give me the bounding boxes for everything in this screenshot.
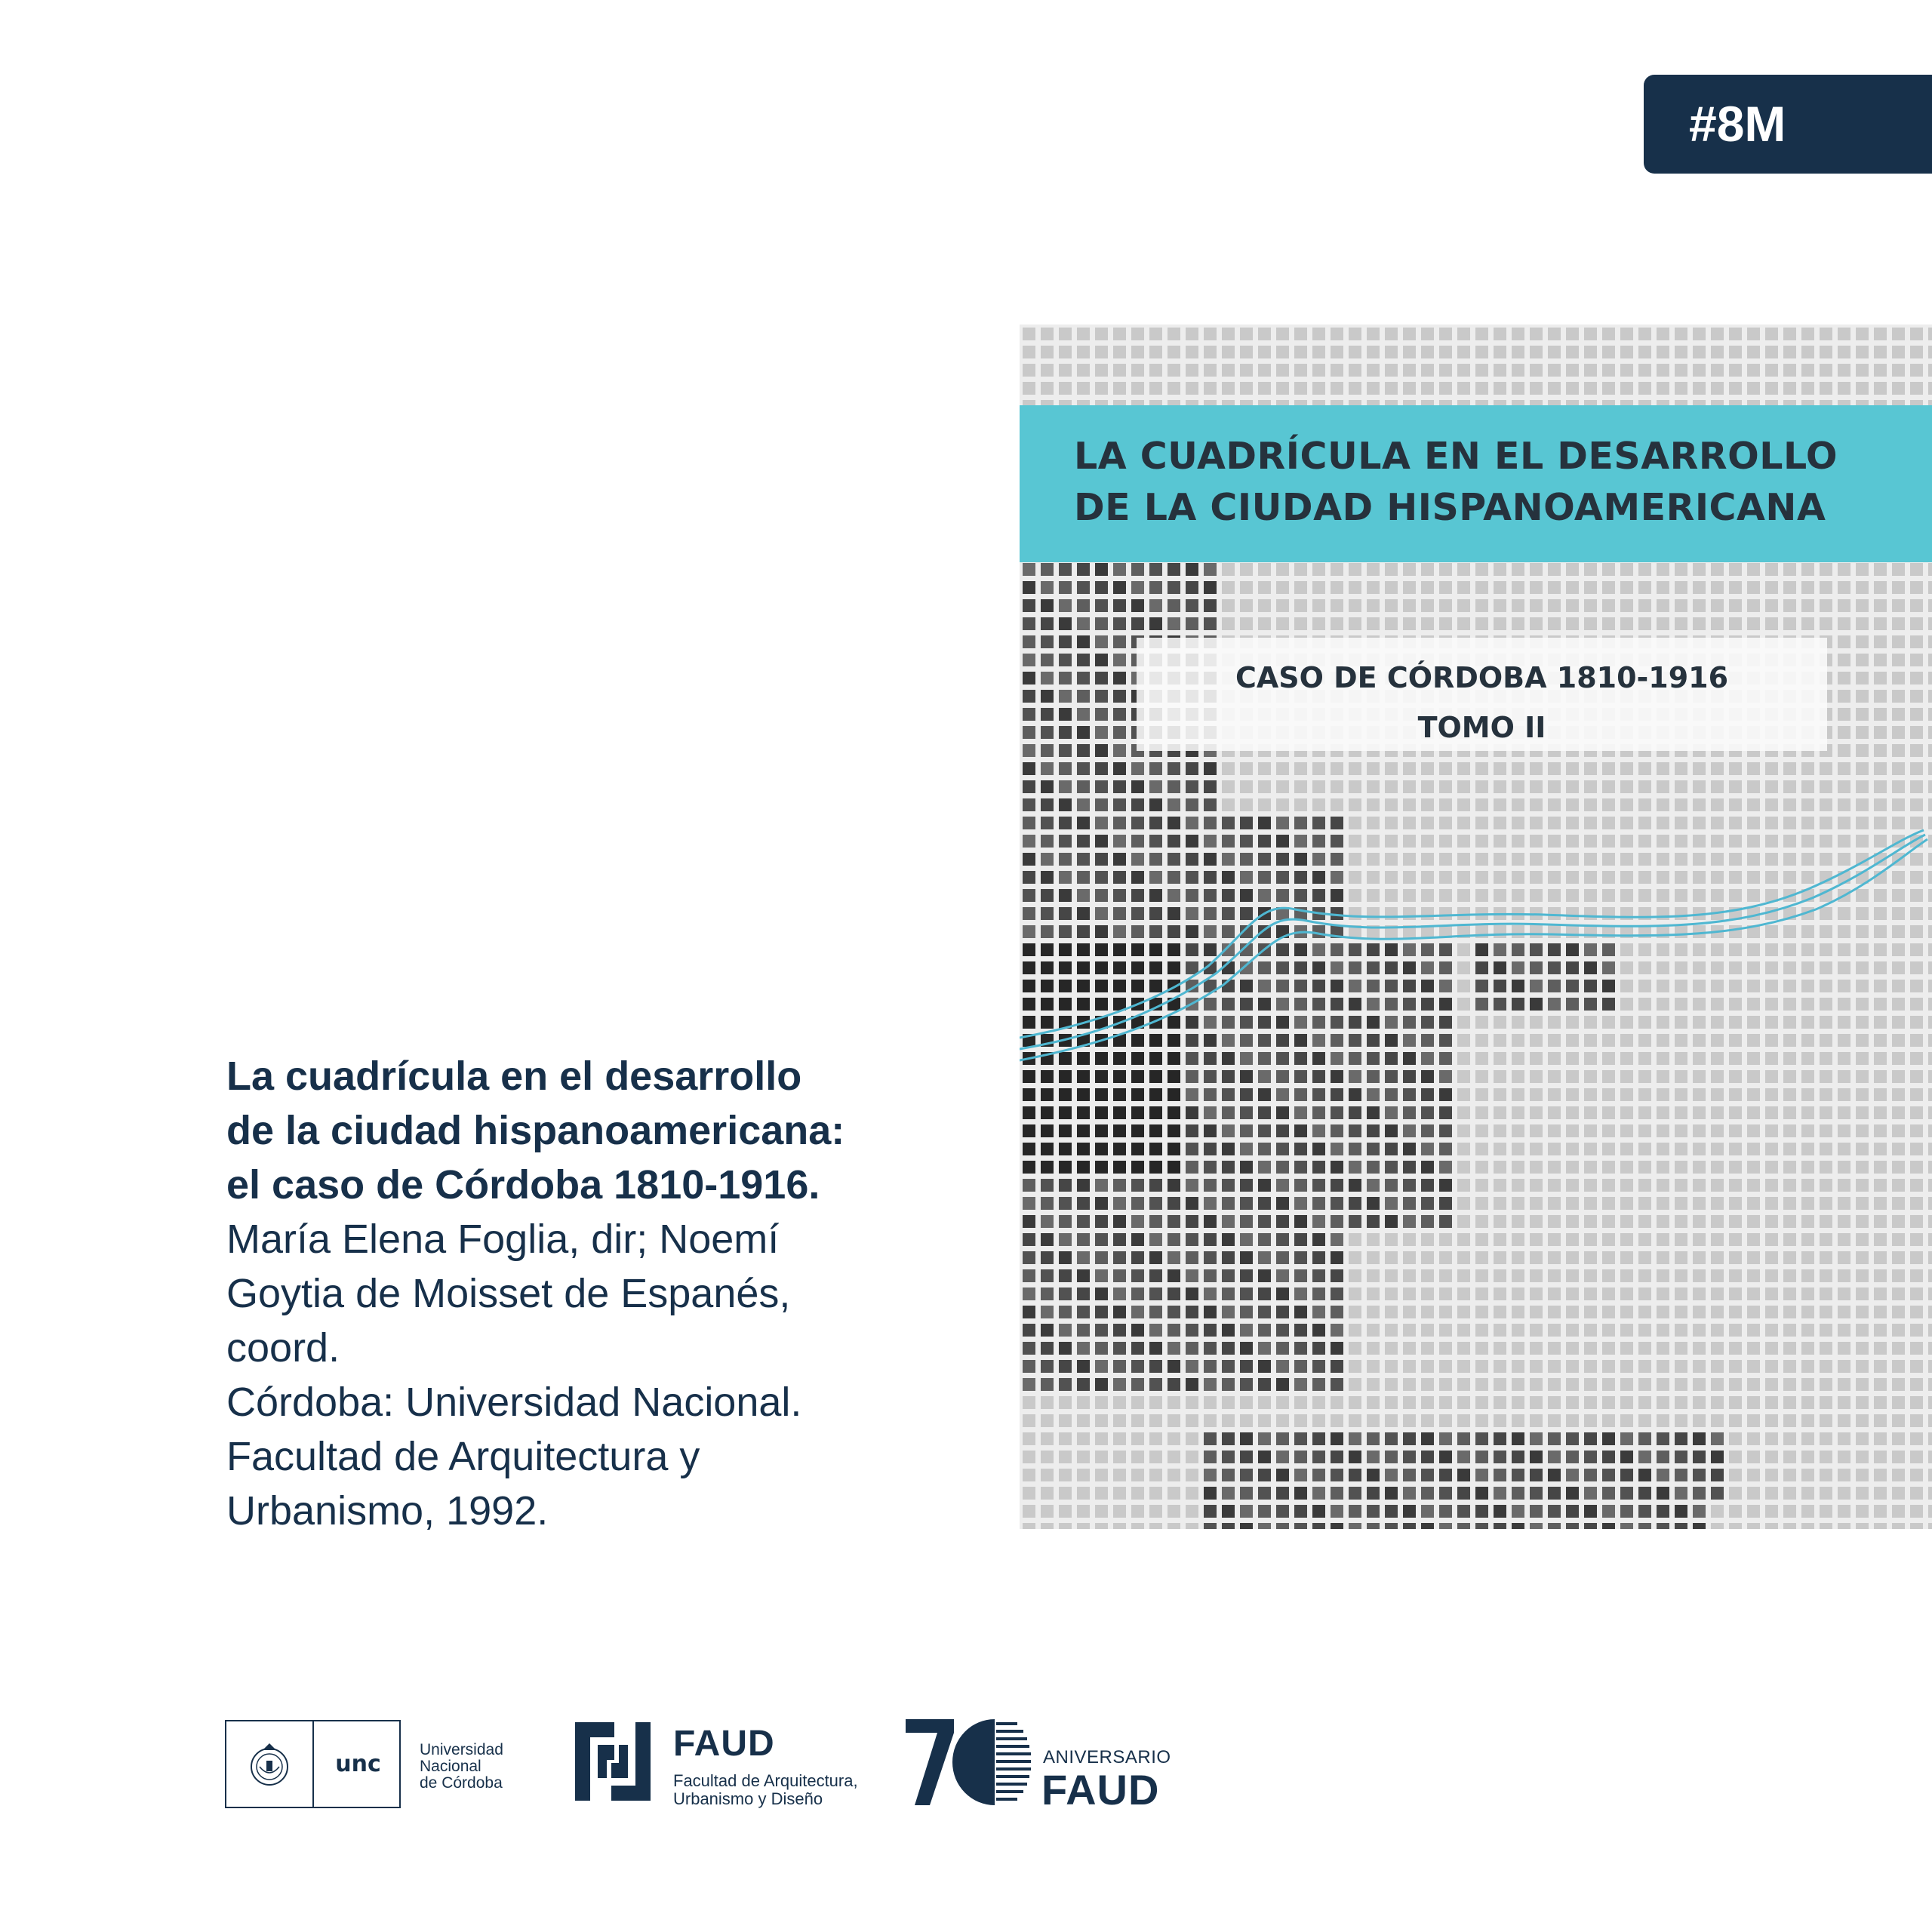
university-seal-icon: [245, 1740, 294, 1789]
unc-short-name: unc: [335, 1751, 381, 1777]
cover-title-line-2: DE LA CIUDAD HISPANOAMERICANA: [1074, 486, 1826, 529]
unc-logo: [225, 1720, 401, 1808]
citation-body-line-2: Goytia de Moisset de Espanés,: [226, 1271, 791, 1316]
footer-logos: [0, 1706, 1932, 1819]
faud-subtitle: [673, 1772, 858, 1808]
unc-logo-divider: [312, 1721, 314, 1807]
unc-name-line-1: Universidad: [420, 1741, 503, 1758]
citation-title-line-3: el caso de Córdoba 1810-1916.: [226, 1162, 820, 1208]
citation-title-line-2: de la ciudad hispanoamericana:: [226, 1108, 845, 1153]
cover-subtitle-line-1: CASO DE CÓRDOBA 1810-1916: [1235, 661, 1729, 694]
faud-logo-mark-icon: [568, 1715, 658, 1808]
book-citation: [226, 1049, 951, 1538]
faud-subtitle-line-1: Facultad de Arquitectura,: [673, 1771, 858, 1790]
seventy-anniversary-mark-icon: [904, 1713, 1032, 1811]
citation-body-line-5: Facultad de Arquitectura y: [226, 1434, 700, 1479]
book-cover: [1020, 325, 1932, 1529]
unc-full-name: [420, 1742, 503, 1792]
citation-body-line-4: Córdoba: Universidad Nacional.: [226, 1380, 802, 1425]
cover-subtitle-panel: [1137, 638, 1827, 751]
citation-title-line-1: La cuadrícula en el desarrollo: [226, 1054, 802, 1099]
aniversario-label: ANIVERSARIO: [1043, 1747, 1171, 1767]
citation-body-line-6: Urbanismo, 1992.: [226, 1488, 549, 1534]
faud-title: FAUD: [673, 1724, 775, 1764]
aniversario-faud-label: FAUD: [1041, 1766, 1160, 1814]
unc-name-line-3: de Córdoba: [420, 1774, 503, 1792]
citation-body-line-1: María Elena Foglia, dir; Noemí: [226, 1217, 780, 1262]
unc-name-line-2: Nacional: [420, 1758, 481, 1775]
cover-subtitle-line-2: TOMO II: [1417, 711, 1546, 744]
hashtag-badge: [1644, 75, 1932, 174]
faud-subtitle-line-2: Urbanismo y Diseño: [673, 1789, 823, 1808]
hashtag-text: #8M: [1689, 96, 1786, 152]
citation-body-line-3: coord.: [226, 1325, 340, 1371]
cover-title-band: [1020, 405, 1932, 562]
cover-title-line-1: LA CUADRÍCULA EN EL DESARROLLO: [1074, 435, 1838, 478]
